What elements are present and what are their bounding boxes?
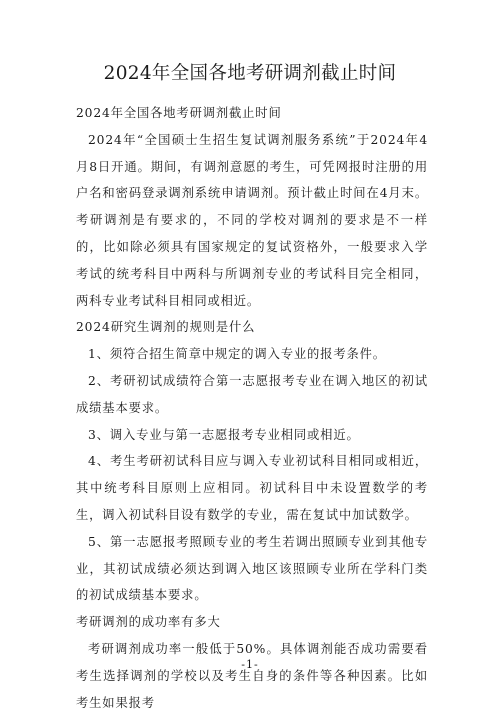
page-number: -1- (241, 658, 259, 671)
section-heading: 考研调剂的成功率有多大 (76, 615, 221, 630)
paragraph-subheading: 2024年全国各地考研调剂截止时间 (76, 106, 282, 120)
section-heading: 2024研究生调剂的规则是什么 (76, 320, 256, 335)
rule-item: 5、第一志愿报考照顾专业的考生若调出照顾专业到其他专业，其初试成绩必须达到调入地区该照顾专业所在学科门类的初试成绩基本要求。 (76, 534, 428, 603)
paragraph: 考研调剂成功率一般低于50%。具体调剂能否成功需要看考生选择调剂的学校以及考生自身的条件等各种因素。比如考生如果报考 (76, 641, 428, 710)
rule-item: 3、调入专业与第一志愿报考专业相同或相近。 (88, 427, 360, 442)
rule-item: 1、须符合招生简章中规定的调入专业的报考条件。 (88, 347, 386, 362)
document-body (76, 100, 428, 716)
paragraph: 2024年“全国硕士生招生复试调剂服务系统”于2024年4月8日开通。期间，有调剂意愿的考生，可凭网报时注册的用户名和密码登录调剂系统申请调剂。预计截止时间在4月末。考研调剂是有要求的，不同的学校对调剂的要求是不一样的，比如除必须具有国家规定的复试资格外，一般要求入学考试的统考科目中两科与所调剂专业的考试科目完全相同，两科专业考试科目相同或相近。 (76, 132, 428, 308)
rule-item: 2、考研初试成绩符合第一志愿报考专业在调入地区的初试成绩基本要求。 (76, 373, 428, 415)
document-title: 2024年全国各地考研调剂截止时间 (103, 63, 397, 84)
rule-item: 4、考生考研初试科目应与调入专业初试科目相同或相近，其中统考科目原则上应相同。初试科目中未设置数学的考生，调入初试科目设有数学的专业，需在复试中加试数学。 (76, 454, 428, 522)
